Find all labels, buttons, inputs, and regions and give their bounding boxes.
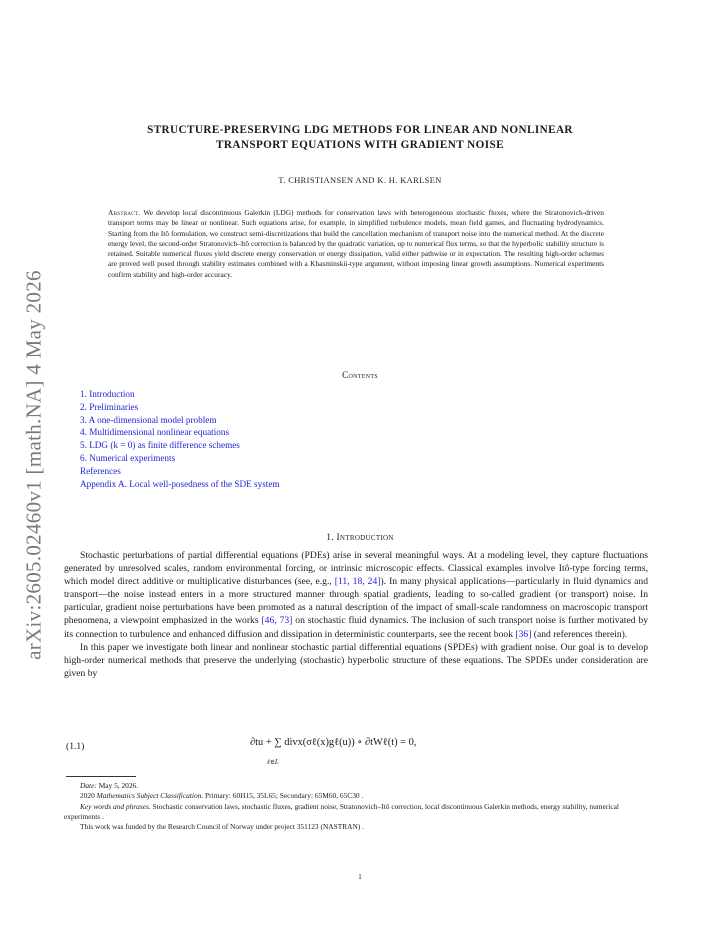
footnote-msc-prefix: 2020: [80, 791, 95, 801]
introduction-body: [64, 549, 648, 680]
arxiv-identifier: arXiv:2605.02460v1 [math.NA] 4 May 2026: [21, 270, 46, 660]
footnote-date-value: May 5, 2026.: [98, 781, 139, 790]
footnote-rule: [66, 776, 136, 777]
footnote-date-label: Date:: [80, 781, 97, 790]
footnote-msc: [64, 791, 648, 801]
citation-link[interactable]: [46, 73]: [261, 615, 293, 627]
equation-label: (1.1): [66, 741, 85, 752]
abstract: [108, 208, 604, 280]
toc-item-references[interactable]: References: [80, 465, 121, 476]
footnote-msc-label: Mathematics Subject Classification.: [96, 791, 204, 801]
page-number: 1: [358, 872, 362, 881]
para1-part-a: Stochastic perturbations of partial differential equations (PDEs) arise in several meaningful ways. At a modeling level, they capture fluctuations generated by unresolved scales, random environmental forcing, or intrinsic microscopic effects. Classical examples involve Itô-type forcing terms, which model direct additive or multiplicative disturbances (see, e.g.,: [64, 550, 648, 588]
table-of-contents: [80, 388, 280, 490]
citation-link[interactable]: [11, 18, 24]: [334, 576, 381, 588]
footnote-keywords-label: Key words and phrases.: [80, 801, 151, 811]
para1-part-b: ). In many physical applications—particularly in fluid dynamics and transport—the noise instead enters in a more structured manner through spatial gradients, leading to so-called gradient (or transport) noise. In particular, gradient noise perturbations have been promoted as a natural description of the impact of small-scale randomness on macroscopic transport phenomena, a viewpoint emphasized in the works: [64, 576, 648, 627]
equation-1-1: ∂tu + ∑ divx(σℓ(x)gℓ(u)) ∘ ∂tWℓ(t) = 0,: [250, 737, 417, 748]
section-heading: 1. Introduction: [326, 533, 394, 543]
toc-item-ldg-finite-difference[interactable]: 5. LDG (k = 0) as finite difference schemes: [80, 440, 240, 451]
toc-item-one-dimensional[interactable]: 3. A one-dimensional model problem: [80, 414, 217, 425]
toc-item-multidimensional[interactable]: 4. Multidimensional nonlinear equations: [80, 427, 230, 438]
toc-item-appendix-a[interactable]: Appendix A. Local well-posedness of the SDE system: [80, 478, 280, 489]
arxiv-identifier-sidebar: [14, 240, 54, 690]
authors: T. CHRISTIANSEN AND K. H. KARLSEN: [278, 176, 442, 185]
paper-title: [70, 123, 650, 153]
contents-heading: Contents: [342, 370, 378, 380]
toc-item-preliminaries[interactable]: 2. Preliminaries: [80, 401, 139, 412]
footnote-msc-value: Primary: 60H15, 35L65; Secondary: 65M60, 65C30 .: [205, 791, 364, 801]
toc-item-introduction[interactable]: 1. Introduction: [80, 389, 135, 399]
footnote-keywords: [64, 802, 648, 823]
abstract-label: Abstract.: [108, 208, 141, 217]
footnote-keywords-value: Stochastic conservation laws, stochastic fluxes, gradient noise, Stratonovich–Itô correction, local discontinuous Galerkin methods, energy stability, numerical experiments .: [64, 801, 619, 821]
equation-sum-subscript: ℓ∈L: [267, 759, 279, 766]
abstract-text: We develop local discontinuous Galerkin (LDG) methods for conservation laws with heterogeneous stochastic fluxes, where the Stratonovich-driven transport terms may be linear or nonlinear. Such equations arise, for example, in simplified turbulence models, mean field games, and fluctuating hydrodynamics. Starting from the Itô formulation, we construct semi-discretizations that build the cancellation mechanism of transport noise into the numerical method. At the discrete energy level, the second-order Stratonovich–Itô correction is balanced by the quadratic variation, up to numerical flux terms, so that the hyperbolic stability structure is retained. Suitable numerical fluxes yield discrete energy conservation or energy dissipation, valid either pathwise or in expectation. The resulting high-order schemes are proved well posed through stability estimates combined with a Khasminskii-type argument, without imposing linear growth assumptions. Numerical experiments confirm stability and high-order accuracy.: [108, 208, 604, 279]
title-line-1: STRUCTURE-PRESERVING LDG METHODS FOR LINEAR AND NONLINEAR: [147, 124, 573, 136]
footnotes: [64, 781, 648, 832]
footnote-funding: This work was funded by the Research Council of Norway under project 351123 (NASTRAN) .: [80, 822, 364, 832]
para1-part-c: on stochastic fluid dynamics. The inclusion of such transport noise is further motivated by its connection to turbulence and enhanced diffusion and dissipation in deterministic counterparts, see the recent book: [64, 615, 649, 640]
paragraph-2: In this paper we investigate both linear and nonlinear stochastic partial differential equations (SPDEs) with gradient noise. Our goal is to develop high-order numerical methods that preserve the underlying (stochastic) hyperbolic structure of these equations. The SPDEs under consideration are given by: [64, 641, 648, 679]
title-line-2: TRANSPORT EQUATIONS WITH GRADIENT NOISE: [216, 139, 504, 151]
para1-part-d: (and references therein).: [531, 628, 628, 640]
citation-link[interactable]: [36]: [515, 628, 532, 640]
paragraph-1: [64, 549, 648, 641]
toc-item-numerical-experiments[interactable]: 6. Numerical experiments: [80, 452, 176, 463]
footnote-date: [64, 781, 648, 791]
